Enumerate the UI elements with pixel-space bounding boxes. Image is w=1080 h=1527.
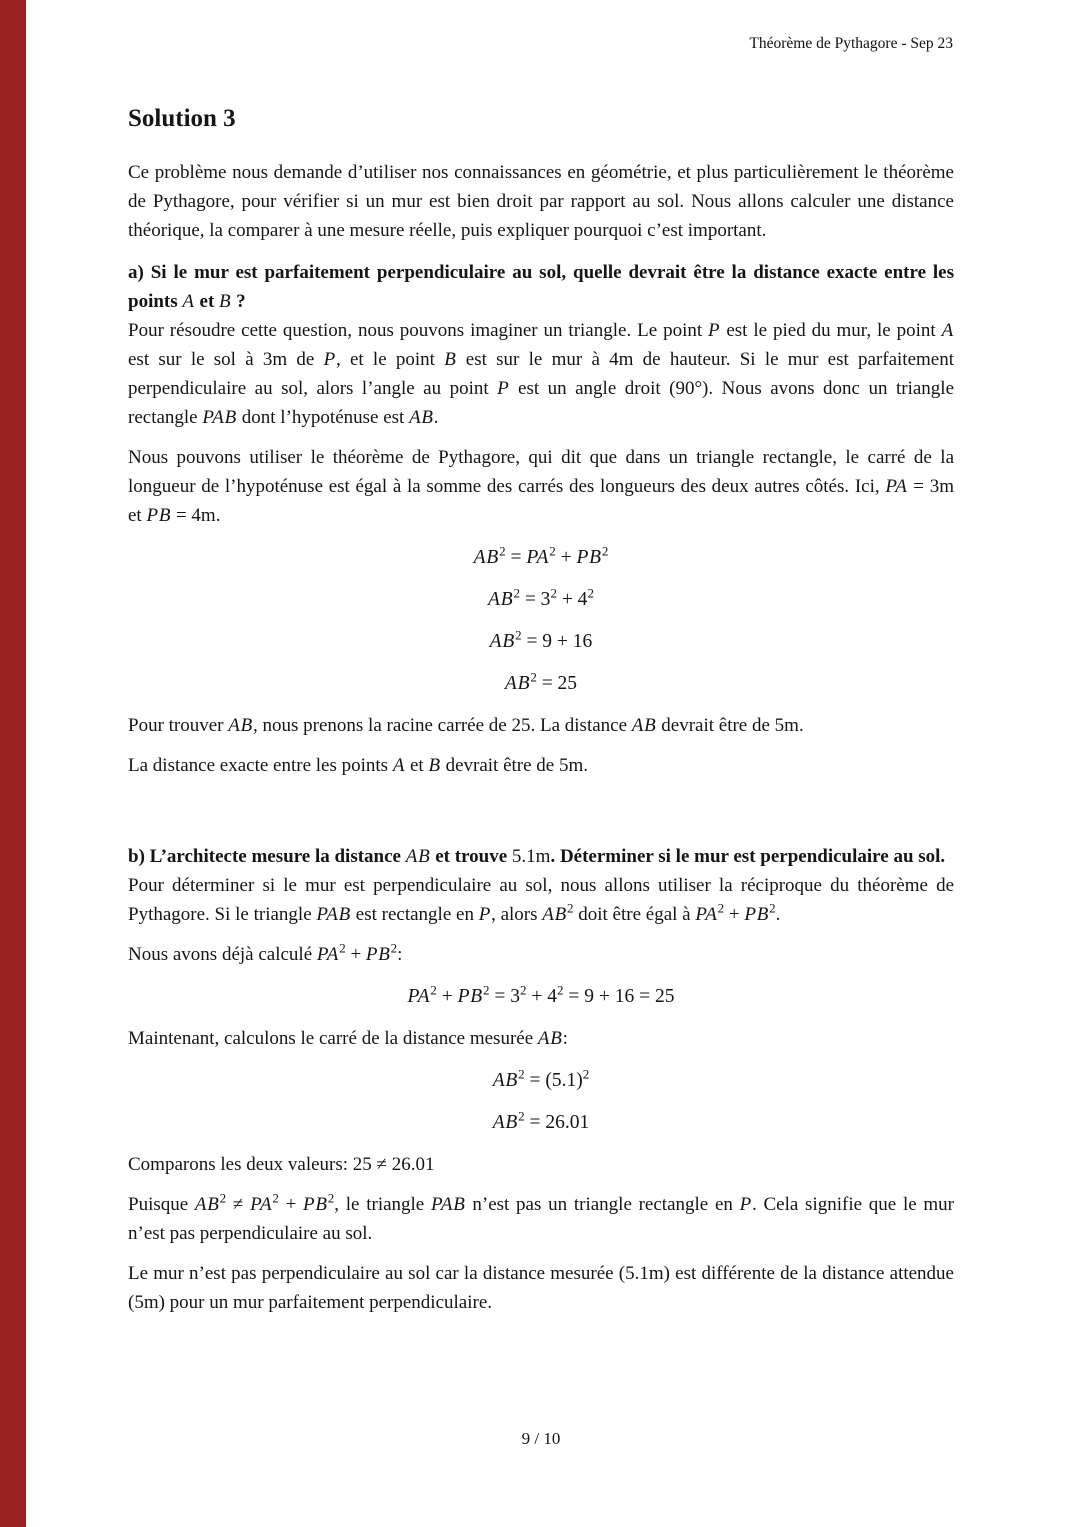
question-a-heading: a) Si le mur est parfaitement perpendiculaire au sol, quelle devrait être la distance exacte entre les points A et B ?: [128, 262, 954, 312]
equation-ab2-pa2-pb2: $AB^2 = PA^2 + PB^2$: [473, 543, 609, 568]
page-number: 9 / 10: [521, 1429, 561, 1448]
question-b-paragraph-1: Pour déterminer si le mur est perpendiculaire au sol, nous allons utiliser la réciproque du théorème de Pythagore. Si le triangle PAB est rectangle en P, alors $AB^2$ doit être égal à $PA^2 + PB^2$.: [128, 875, 954, 925]
page-content: [128, 0, 954, 1328]
intro-paragraph: Ce problème nous demande d’utiliser nos connaissances en géométrie, et plus particulièrement le théorème de Pythagore, pour vérifier si un mur est bien droit par rapport au sol. Nous allons calculer une distance théorique, la comparer à une mesure réelle, puis expliquer pourquoi c’est important.: [128, 162, 954, 241]
question-b-conclusion: Le mur n’est pas perpendiculaire au sol car la distance mesurée (5.1m) est différente de la distance attendue (5m) pour un mur parfaitement perpendiculaire.: [128, 1263, 954, 1313]
question-b-paragraph-5: Puisque $AB^2 \ne PA^2 + PB^2$, le triangle PAB n’est pas un triangle rectangle en P. Cela signifie que le mur n’est pas perpendiculaire au sol.: [128, 1190, 955, 1244]
question-a-paragraph-3: Pour trouver AB, nous prenons la racine carrée de 25. La distance AB devrait être de 5m.: [128, 715, 804, 736]
running-header: Théorème de Pythagore - Sep 23: [749, 35, 953, 52]
equation-ab2-25: $AB^2 = 25$: [504, 669, 578, 694]
equation-ab2-9-16: $AB^2 = 9 + 16$: [489, 627, 593, 652]
question-a-paragraph-2: Nous pouvons utiliser le théorème de Pythagore, qui dit que dans un triangle rectangle, le carré de la longueur de l’hypoténuse est égal à la somme des carrés des longueurs des deux autres côtés. Ici, PA = 3m et PB = 4m.: [128, 447, 954, 526]
question-b-paragraph-3: Maintenant, calculons le carré de la distance mesurée AB:: [128, 1028, 568, 1049]
equation-ab2-26point01: $AB^2 = 26.01$: [492, 1108, 590, 1133]
question-b-heading: b) L’architecte mesure la distance AB et trouve 5.1m. Déterminer si le mur est perpendiculaire au sol.: [128, 846, 946, 867]
question-a-conclusion: La distance exacte entre les points A et B devrait être de 5m.: [128, 755, 588, 776]
equation-ab2-5point1: $AB^2 = (5.1)^2$: [492, 1066, 590, 1091]
question-b-comparison: Comparons les deux valeurs: 25 ≠ 26.01: [128, 1154, 435, 1175]
left-accent-stripe: [0, 0, 26, 1527]
equation-pa2-pb2-25: $PA^2 + PB^2 = 3^2 + 4^2 = 9 + 16 = 25$: [407, 982, 675, 1007]
equation-ab2-3-4: $AB^2 = 3^2 + 4^2$: [488, 585, 594, 610]
question-b-paragraph-2: Nous avons déjà calculé $PA^2 + PB^2$:: [128, 940, 403, 965]
question-a-paragraph-1: Pour résoudre cette question, nous pouvons imaginer un triangle. Le point P est le pied du mur, le point A est sur le sol à 3m de P, et le point B est sur le mur à 4m de hauteur. Si le mur est parfaitement perpendiculaire au sol, alors l’angle au point P est un angle droit (90°). Nous avons donc un triangle rectangle PAB dont l’hypoténuse est AB.: [128, 320, 955, 428]
solution-title: Solution 3: [128, 105, 236, 132]
